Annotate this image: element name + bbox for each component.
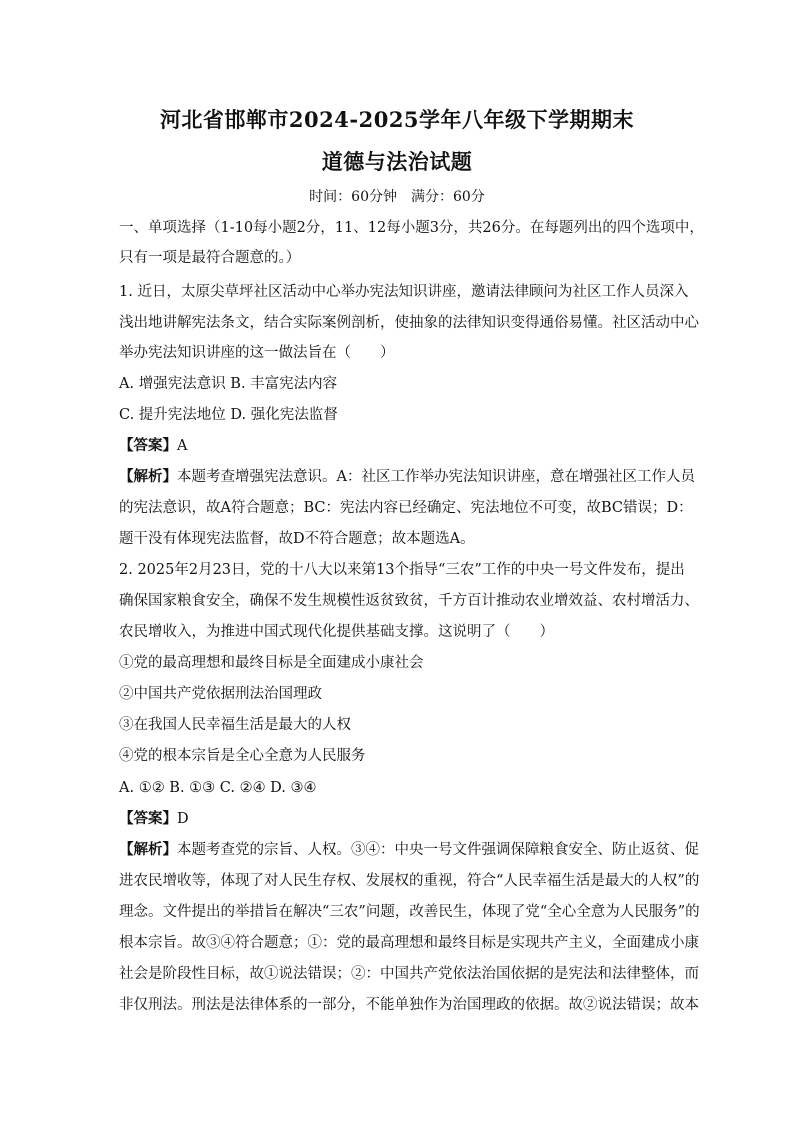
analysis-tag: 【解析】	[119, 841, 177, 858]
analysis-text: 本题考查增强宪法意识。A：社区工作举办宪法知识讲座，意在增强社区工作人员	[177, 469, 695, 485]
q1-stem-line: 浅出地讲解宪法条文，结合实际案例剖析，使抽象的法律知识变得通俗易懂。社区活动中心	[119, 315, 699, 331]
answer-tag: 【答案】	[119, 437, 177, 454]
q1-analysis-line: 的宪法意识，故A符合题意；BC：宪法内容已经确定、宪法地位不可变，故BC错误；D：	[119, 500, 693, 516]
answer-tag: 【答案】	[119, 810, 177, 827]
q2-analysis-line: 非仅刑法。刑法是法律体系的一部分，不能单独作为治国理政的依据。故②说法错误；故本	[119, 997, 699, 1013]
answer-value: D	[177, 811, 189, 827]
q2-analysis-line: 社会是阶段性目标，故①说法错误；②：中国共产党依法治国依据的是宪法和法律整体，而	[119, 966, 699, 982]
q2-options: A. ①② B. ①③ C. ②④ D. ③④	[119, 780, 317, 796]
q2-item-line: ③在我国人民幸福生活是最大的人权	[119, 717, 351, 733]
doc-title-line1: 河北省邯郸市2024-2025学年八年级下学期期末	[159, 107, 635, 132]
q2-item-line: ②中国共产党依据刑法治国理政	[119, 686, 322, 702]
q2-stem-line: 2. 2025年2月23日，党的十八大以来第13个指导“三农”工作的中央一号文件发布，提出	[119, 562, 685, 578]
q1-answer	[119, 436, 679, 456]
q2-stem-line: 确保国家粮食安全，确保不发生规模性返贫致贫，千方百计推动农业增效益、农村增活力、	[119, 593, 699, 609]
section-heading-line: 一、单项选择（1-10每小题2分，11、12每小题3分，共26分。在每题列出的四个选项中，	[119, 220, 704, 236]
q1-option-line: C. 提升宪法地位 D. 强化宪法监督	[119, 407, 338, 423]
q1-option-line: A. 增强宪法意识 B. 丰富宪法内容	[119, 376, 338, 392]
analysis-tag: 【解析】	[119, 468, 177, 485]
q1-stem-line: 1. 近日，太原尖草坪社区活动中心举办宪法知识讲座，邀请法律顾问为社区工作人员深入	[119, 284, 689, 300]
answer-value: A	[177, 438, 188, 454]
q1-stem-line: 举办宪法知识讲座的这一做法旨在（ ）	[119, 345, 395, 361]
q2-analysis-line: 理念。文件提出的举措旨在解决“三农”问题，改善民生，体现了党“全心全意为人民服务”的	[119, 904, 700, 920]
q2-item-line: ④党的根本宗旨是全心全意为人民服务	[119, 748, 366, 764]
q2-analysis-line: 进农民增收等，体现了对人民生存权、发展权的重视，符合“人民幸福生活是最大的人权”的	[119, 873, 700, 889]
q2-analysis-line: 根本宗旨。故③④符合题意；①：党的最高理想和最终目标是实现共产主义，全面建成小康	[119, 935, 699, 951]
q1-analysis-line	[119, 467, 695, 487]
q2-analysis-line	[119, 840, 699, 860]
exam-meta: 时间：60分钟 满分：60分	[309, 189, 485, 205]
section-heading-line: 只有一项是最符合题意的。）	[119, 250, 301, 266]
q2-stem-line: 农民增收入，为推进中国式现代化提供基础支撑。这说明了（ ）	[119, 624, 554, 640]
q2-item-line: ①党的最高理想和最终目标是全面建成小康社会	[119, 655, 424, 671]
doc-title-line2: 道德与法治试题	[321, 149, 473, 174]
q2-answer	[119, 809, 679, 829]
q1-analysis-line: 题干没有体现宪法监督，故D不符合题意；故本题选A。	[119, 531, 475, 547]
analysis-text: 本题考查党的宗旨、人权。③④：中央一号文件强调保障粮食安全、防止返贫、促	[177, 842, 699, 858]
